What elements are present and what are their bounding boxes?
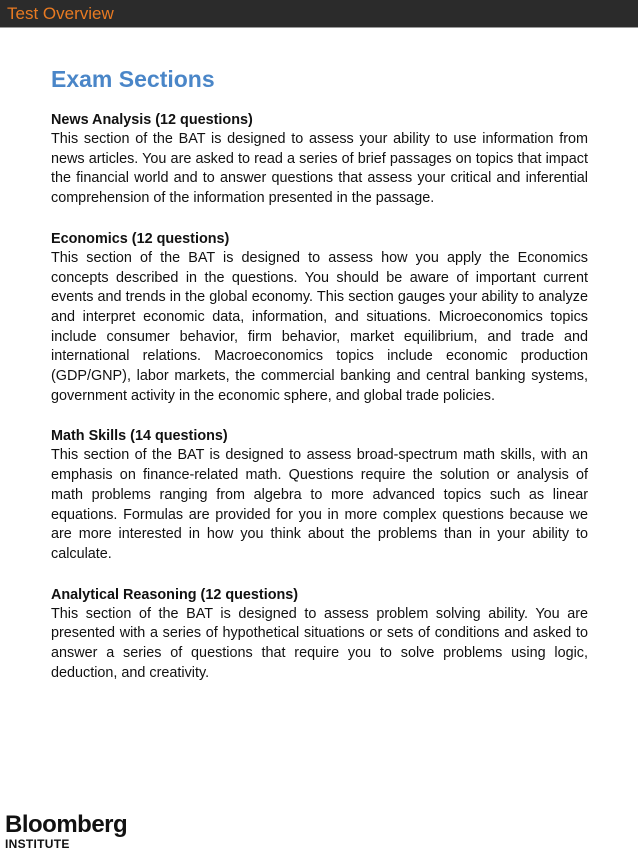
section-body: This section of the BAT is designed to assess your ability to use information from news articles. You are asked to read a series of brief passages on topics that impact the financial world and to answer questions that assess your critical and inferential comprehension of the information presented in the passage. (51, 131, 588, 207)
section-news-analysis (51, 110, 588, 209)
section-analytical-reasoning (51, 585, 588, 684)
section-heading: Analytical Reasoning (12 questions) (51, 586, 299, 603)
logo-subtitle: INSTITUTE (5, 837, 70, 851)
section-body: This section of the BAT is designed to assess broad-spectrum math skills, with an emphasis on finance-related math. Questions require the solution or analysis of math problems ranging from algebra to more advanced topics such as linear equations. Formulas are provided for you in more complex questions because we are more interested in how you think about the problems than in your ability to calculate. (51, 447, 588, 562)
bloomberg-institute-logo (5, 813, 127, 851)
section-economics (51, 229, 588, 407)
section-math-skills (51, 426, 588, 564)
page-title: Exam Sections (51, 66, 215, 92)
main-content (51, 64, 588, 703)
header-title: Test Overview (7, 4, 114, 23)
section-heading: Economics (12 questions) (51, 230, 230, 247)
section-body: This section of the BAT is designed to assess how you apply the Economics concepts described in the questions. You should be aware of important current events and trends in the global economy. This section gauges your ability to analyze and interpret economic data, information, and situations. Microeconomics topics include consumer behavior, firm behavior, market equilibrium, and trade and international relations. Macroeconomics topics include economic production (GDP/GNP), labor markets, the commercial banking and central banking systems, government activity in the economic sphere, and global trade policies. (51, 249, 588, 404)
section-heading: Math Skills (14 questions) (51, 428, 228, 445)
header-bar (0, 0, 638, 28)
logo-wordmark: Bloomberg (5, 811, 128, 838)
section-heading: News Analysis (12 questions) (51, 112, 253, 128)
section-body: This section of the BAT is designed to assess problem solving ability. You are presented with a series of hypothetical situations or sets of conditions and asked to answer a series of questions that require you to solve problems using logic, deduction, and creativity. (51, 605, 588, 681)
